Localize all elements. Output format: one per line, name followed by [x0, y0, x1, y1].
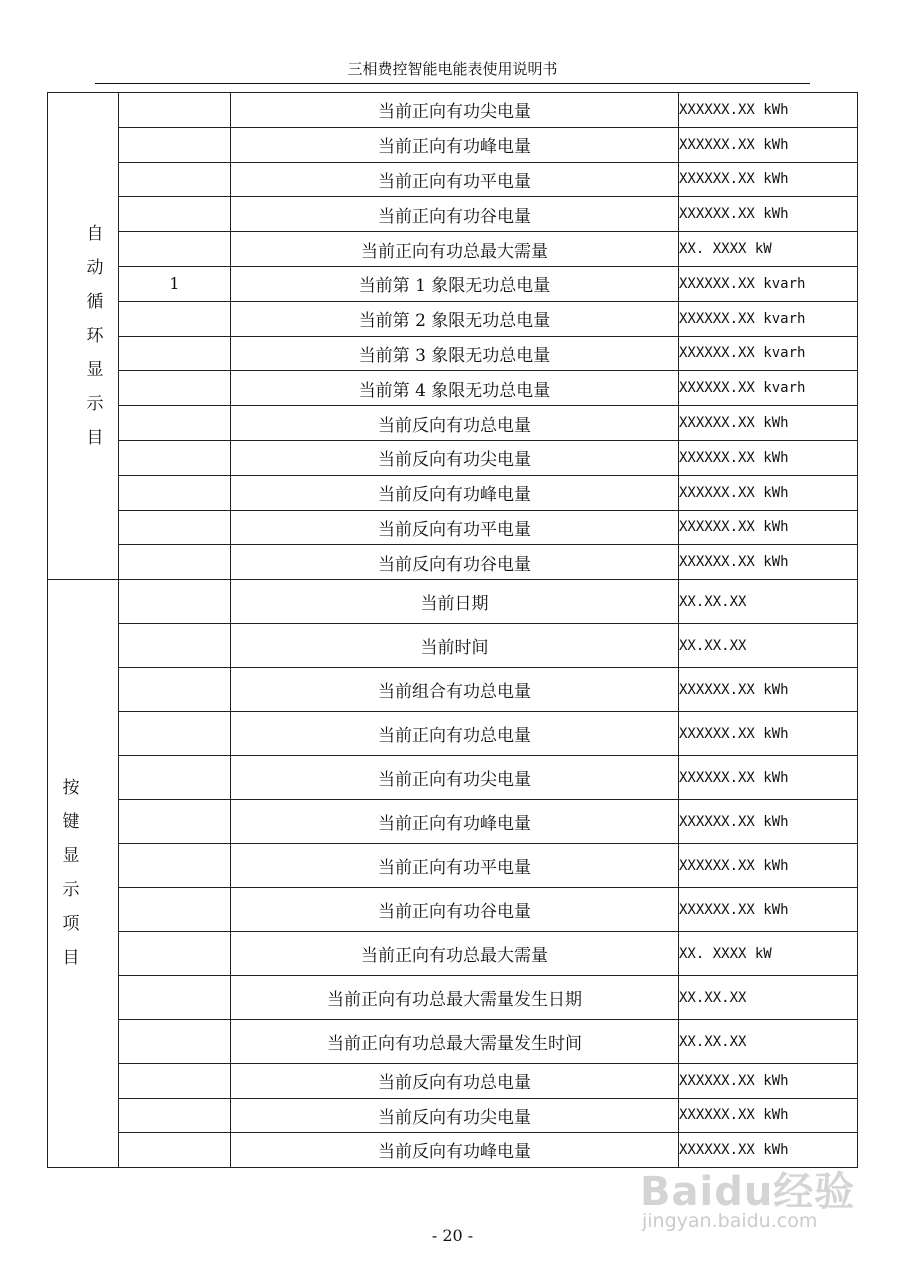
item-name: 当前正向有功峰电量 — [231, 800, 679, 844]
item-value: XXXXXX.XX kWh — [679, 545, 858, 580]
sequence-number: 1 — [119, 266, 231, 301]
table-row — [48, 668, 858, 712]
table-row — [48, 888, 858, 932]
number-cell — [119, 371, 231, 406]
item-name: 当前第 3 象限无功总电量 — [231, 336, 679, 371]
table-row — [48, 580, 858, 624]
item-name: 当前组合有功总电量 — [231, 668, 679, 712]
item-value: XX. XXXX kW — [679, 232, 858, 267]
number-cell — [119, 510, 231, 545]
number-cell — [119, 1064, 231, 1099]
item-name: 当前正向有功峰电量 — [231, 127, 679, 162]
item-value: XXXXXX.XX kWh — [679, 1133, 858, 1168]
table-row — [48, 1020, 858, 1064]
item-value: XXXXXX.XX kvarh — [679, 336, 858, 371]
header-rule — [95, 83, 810, 84]
table-row — [48, 1133, 858, 1168]
item-value: XXXXXX.XX kvarh — [679, 266, 858, 301]
item-value: XXXXXX.XX kWh — [679, 406, 858, 441]
item-value: XX. XXXX kW — [679, 932, 858, 976]
item-name: 当前正向有功平电量 — [231, 162, 679, 197]
item-name: 当前正向有功平电量 — [231, 844, 679, 888]
item-name: 当前正向有功尖电量 — [231, 756, 679, 800]
group-label-auto-cycle: 自动循环显示目 — [86, 224, 104, 449]
table-row — [48, 127, 858, 162]
number-cell — [119, 232, 231, 267]
table-row — [48, 844, 858, 888]
number-cell — [119, 162, 231, 197]
item-value: XXXXXX.XX kWh — [679, 510, 858, 545]
table-row — [48, 712, 858, 756]
display-items-table — [47, 92, 858, 1168]
item-name: 当前反向有功总电量 — [231, 406, 679, 441]
item-name: 当前第 2 象限无功总电量 — [231, 301, 679, 336]
table-row — [48, 197, 858, 232]
number-cell — [119, 668, 231, 712]
table-row — [48, 162, 858, 197]
table-row — [48, 756, 858, 800]
item-name: 当前正向有功尖电量 — [231, 93, 679, 128]
number-cell — [119, 1098, 231, 1133]
table-row — [48, 932, 858, 976]
table-row — [48, 301, 858, 336]
number-cell — [119, 756, 231, 800]
item-name: 当前反向有功平电量 — [231, 510, 679, 545]
table-row — [48, 1064, 858, 1099]
table-row — [48, 371, 858, 406]
group-cell-key-display — [48, 580, 119, 1168]
table-row — [48, 624, 858, 668]
table-row — [48, 406, 858, 441]
item-value: XX.XX.XX — [679, 1020, 858, 1064]
item-name: 当前正向有功总最大需量发生时间 — [231, 1020, 679, 1064]
table-row — [48, 1098, 858, 1133]
item-value: XX.XX.XX — [679, 624, 858, 668]
number-cell — [119, 800, 231, 844]
item-value: XX.XX.XX — [679, 580, 858, 624]
table-row — [48, 976, 858, 1020]
number-cell — [119, 440, 231, 475]
item-name: 当前正向有功谷电量 — [231, 888, 679, 932]
number-cell — [119, 844, 231, 888]
item-value: XXXXXX.XX kWh — [679, 162, 858, 197]
item-name: 当前反向有功尖电量 — [231, 1098, 679, 1133]
table-row — [48, 232, 858, 267]
item-value: XXXXXX.XX kWh — [679, 844, 858, 888]
group-cell-auto-cycle — [48, 93, 119, 580]
item-name: 当前正向有功总电量 — [231, 712, 679, 756]
item-value: XXXXXX.XX kWh — [679, 888, 858, 932]
item-value: XXXXXX.XX kvarh — [679, 371, 858, 406]
item-name: 当前反向有功峰电量 — [231, 475, 679, 510]
table-row — [48, 93, 858, 128]
item-value: XXXXXX.XX kWh — [679, 440, 858, 475]
item-value: XXXXXX.XX kWh — [679, 756, 858, 800]
item-value: XXXXXX.XX kWh — [679, 197, 858, 232]
table-row — [48, 475, 858, 510]
number-cell — [119, 301, 231, 336]
number-cell — [119, 580, 231, 624]
item-name: 当前反向有功总电量 — [231, 1064, 679, 1099]
number-cell — [119, 406, 231, 441]
item-name: 当前第 4 象限无功总电量 — [231, 371, 679, 406]
item-value: XXXXXX.XX kWh — [679, 127, 858, 162]
item-name: 当前正向有功总最大需量发生日期 — [231, 976, 679, 1020]
item-value: XXXXXX.XX kWh — [679, 475, 858, 510]
item-name: 当前反向有功谷电量 — [231, 545, 679, 580]
item-name: 当前正向有功谷电量 — [231, 197, 679, 232]
number-cell — [119, 932, 231, 976]
document-header-title: 三相费控智能电能表使用说明书 — [347, 60, 558, 78]
item-value: XXXXXX.XX kWh — [679, 668, 858, 712]
item-value: XX.XX.XX — [679, 976, 858, 1020]
number-cell — [119, 475, 231, 510]
item-name: 当前时间 — [231, 624, 679, 668]
number-cell — [119, 712, 231, 756]
number-cell — [119, 888, 231, 932]
table-row — [48, 510, 858, 545]
number-cell — [119, 1133, 231, 1168]
table-row — [48, 800, 858, 844]
page-number: - 20 - — [431, 1226, 474, 1245]
item-name: 当前反向有功峰电量 — [231, 1133, 679, 1168]
item-name: 当前第 1 象限无功总电量 — [231, 266, 679, 301]
item-value: XXXXXX.XX kWh — [679, 1064, 858, 1099]
item-value: XXXXXX.XX kWh — [679, 712, 858, 756]
number-cell — [119, 127, 231, 162]
item-name: 当前日期 — [231, 580, 679, 624]
number-cell — [119, 197, 231, 232]
number-cell — [119, 545, 231, 580]
item-value: XXXXXX.XX kvarh — [679, 301, 858, 336]
group-label-key-display: 按键显示项目 — [62, 778, 80, 969]
item-value: XXXXXX.XX kWh — [679, 1098, 858, 1133]
item-name: 当前正向有功总最大需量 — [231, 932, 679, 976]
number-cell — [119, 93, 231, 128]
number-cell — [119, 624, 231, 668]
number-cell — [119, 336, 231, 371]
table-row — [48, 545, 858, 580]
table-row — [48, 336, 858, 371]
number-cell — [119, 976, 231, 1020]
table-row — [48, 440, 858, 475]
number-cell — [119, 1020, 231, 1064]
table-row — [48, 266, 858, 301]
item-value: XXXXXX.XX kWh — [679, 800, 858, 844]
item-value: XXXXXX.XX kWh — [679, 93, 858, 128]
item-name: 当前反向有功尖电量 — [231, 440, 679, 475]
watermark-brand: Baidu经验 — [640, 1169, 856, 1215]
watermark-url: jingyan.baidu.com — [642, 1210, 818, 1232]
item-name: 当前正向有功总最大需量 — [231, 232, 679, 267]
